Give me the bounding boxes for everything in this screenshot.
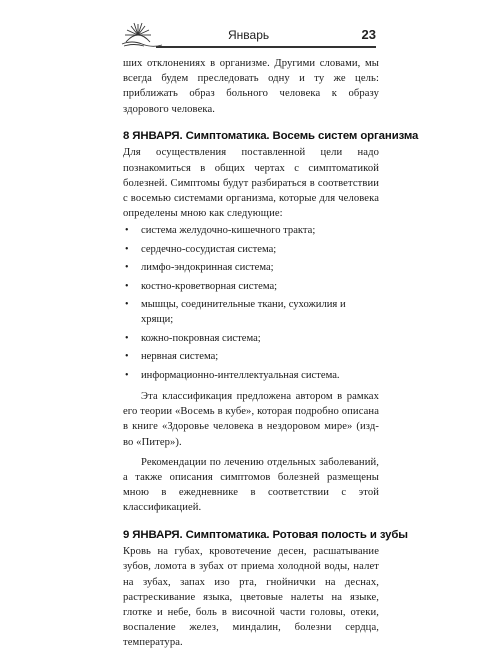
list-item-text: костно-кроветворная система; [141,280,278,292]
list-item [123,260,379,275]
list-item [123,242,379,257]
bullet-icon: • [125,262,129,274]
list-item [123,223,379,238]
list-item-text: мышцы, соединительные ткани, сухожилия и хрящи; [141,298,346,326]
list-item-text: кожно-покровная система; [141,332,261,344]
section-heading-jan-8: 8 ЯНВАРЯ. Симптоматика. Восемь систем организма [123,129,419,142]
symptoms-paragraph: Кровь на губах, кровотечение десен, расшатывание зубов, ломота в зубах от приема холодной воды, налет на зубах, запах изо рта, гнойнички на деснах, растрескивание языка, цветовые налеты на языке, глотке и небе, боль в височной части головы, отеки, воспаление желез, миндалин, болезни сердца, температура. [123,546,379,649]
running-title: Январь [228,28,270,42]
list-item-text: информационно-интеллектуальная система. [141,369,340,381]
header-rule [156,46,376,48]
classification-paragraph: Эта классификация предложена автором в рамках его теории «Восемь в кубе», которая подробно описана в книге «Здоровье человека в нездоровом мире» (изд-во «Питер»). [123,390,379,448]
list-item [123,331,379,346]
body-systems-list [123,223,379,383]
list-item-text: система желудочно-кишечного тракта; [141,225,316,237]
bullet-icon: • [125,280,129,292]
page-header [120,18,376,48]
list-item [123,279,379,294]
bullet-icon: • [125,351,129,363]
page-body [123,56,419,651]
bullet-icon: • [125,243,129,255]
list-item-text: лимфо-эндокринная система; [141,262,274,274]
recommendations-paragraph: Рекомендации по лечению отдельных заболеваний, а также описания симптомов болезней размещены мною в ежедневнике в соответствии с этой классификацией. [123,456,379,514]
list-item [123,297,379,328]
list-item [123,368,379,383]
intro-paragraph: ших отклонениях в организме. Другими словами, мы всегда будем преследовать одну и ту же цель: приближать образ больного человека к образу здорового человека. [123,58,379,115]
sun-ornament-icon [120,18,180,48]
bullet-icon: • [125,298,129,310]
page-number: 23 [361,27,376,42]
section-paragraph: Для осуществления поставленной цели надо познакомиться в общих чертах с симптоматикой болезней. Симптомы будут разбираться в соответствии с восемью системами организма, которые для человека определены мною как следующие: [123,147,379,220]
bullet-icon: • [125,225,129,237]
section-heading-jan-9: 9 ЯНВАРЯ. Симптоматика. Ротовая полость и зубы [123,528,408,541]
list-item-text: нервная система; [141,351,219,363]
list-item-text: сердечно-сосудистая система; [141,243,277,255]
bullet-icon: • [125,332,129,344]
list-item [123,349,379,364]
bullet-icon: • [125,369,129,381]
